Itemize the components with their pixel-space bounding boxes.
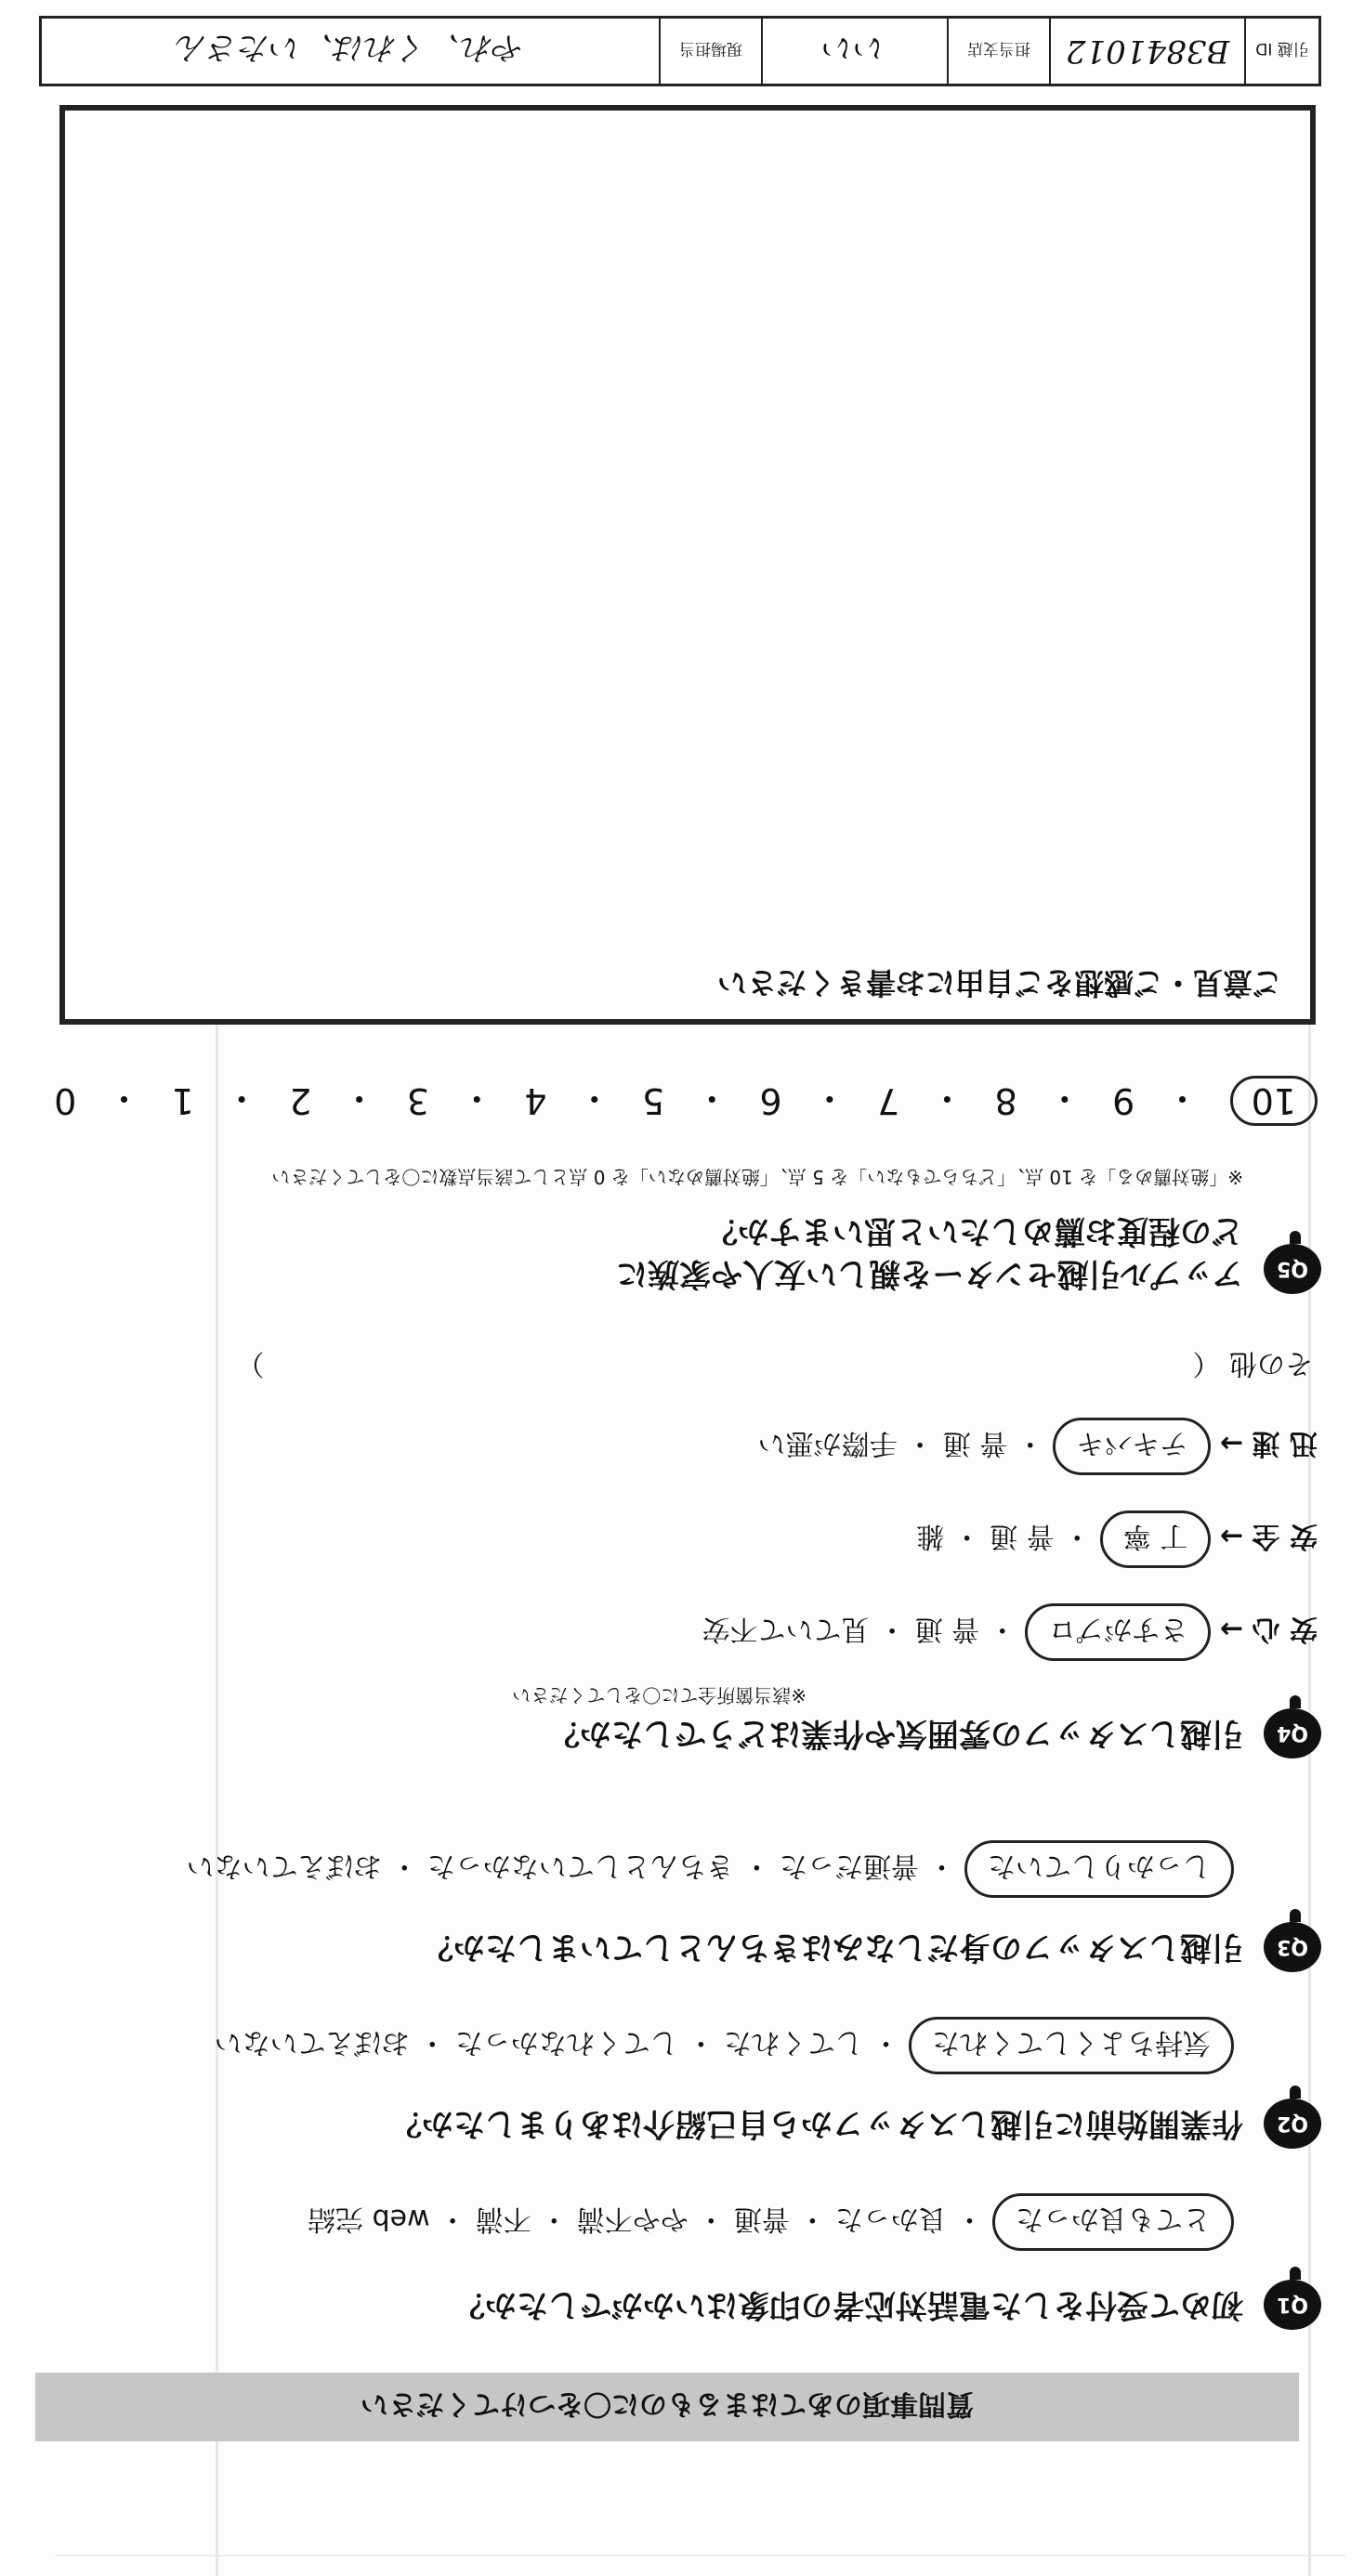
- q2-option[interactable]: おぼえていない: [214, 2026, 410, 2059]
- q4-row-speed: 迅 速 → テキパキ ・ 普 通 ・ 手際が悪い: [758, 1418, 1318, 1475]
- q2-badge: Q2: [1264, 2099, 1321, 2149]
- q5-score[interactable]: 9: [1112, 1080, 1135, 1122]
- q5-text-line1: アップル引越センターを親しい友人や家族に: [616, 1255, 1243, 1292]
- q3-badge: Q3: [1264, 1922, 1321, 1972]
- q5-badge: Q5: [1264, 1244, 1321, 1294]
- q4-row-safety: 安 全 → 丁 寧 ・ 普 通 ・ 雑: [916, 1510, 1318, 1568]
- q3-options: しっかりしていた ・ 普通だった ・ きちんとしていなかった ・ おぼえていない: [187, 1840, 1234, 1898]
- q5-score[interactable]: 3: [406, 1080, 429, 1122]
- q1-option[interactable]: やや不満: [576, 2203, 689, 2235]
- branch-value: いい: [761, 19, 947, 84]
- q4-option[interactable]: 見ていて不安: [702, 1613, 870, 1645]
- q4-option-selected[interactable]: テキパキ: [1053, 1418, 1211, 1475]
- manager-label: 現場担当: [659, 19, 761, 84]
- q5-score[interactable]: 0: [54, 1080, 77, 1122]
- arrow-right-icon: →: [1219, 1427, 1243, 1459]
- q1-text: 初めて受付をした電話対応者の印象はいかがでしたか？: [453, 2286, 1243, 2323]
- q1-option[interactable]: web 完結: [308, 2203, 430, 2235]
- q1-option[interactable]: 普通: [733, 2203, 790, 2235]
- q4-row-label: 安 全: [1252, 1520, 1318, 1552]
- q1-badge: Q1: [1264, 2280, 1321, 2330]
- q1-options: とても良かった ・ 良かった ・ 普通 ・ やや不満 ・ 不満 ・ web 完結: [308, 2193, 1234, 2251]
- q4-option[interactable]: 雑: [916, 1520, 945, 1552]
- q4-badge: Q4: [1264, 1708, 1321, 1759]
- q2-option[interactable]: してくれなかった: [454, 2026, 678, 2059]
- q5-score-scale: 10 ・ 9 ・ 8 ・ 7 ・ 6 ・ 5 ・ 4 ・ 3 ・ 2 ・ 1 ・ 0: [54, 1076, 1318, 1127]
- q5-score[interactable]: 2: [289, 1080, 312, 1122]
- q2-options: 気持ちよくしてくれた ・ してくれた ・ してくれなかった ・ おぼえていない: [215, 2017, 1234, 2074]
- q5-score[interactable]: 6: [759, 1080, 782, 1122]
- branch-label: 担当支店: [947, 19, 1049, 84]
- q3-text: 引越しスタッフの身だしなみはきちんとしていましたか？: [422, 1929, 1243, 1966]
- q4-note: ※該当箇所全てに〇をしてください: [512, 1684, 807, 1706]
- q3-option[interactable]: きちんとしていなかった: [426, 1850, 734, 1882]
- q4-text: 引越しスタッフの雰囲気や作業はどうでしたか？: [548, 1715, 1243, 1752]
- q4-row-relief: 安 心 → さすがプロ ・ 普 通 ・ 見ていて不安: [702, 1603, 1318, 1661]
- q2-option[interactable]: してくれた: [723, 2026, 863, 2059]
- q5-text-line2: どの程度お薦めしたいと思いますか？: [706, 1212, 1243, 1249]
- q4-other-open: （: [1192, 1347, 1221, 1380]
- q5-score[interactable]: 4: [524, 1080, 547, 1122]
- id-value: B3841012: [1049, 19, 1244, 84]
- q4-option[interactable]: 普 通: [914, 1613, 980, 1645]
- q5-score[interactable]: 8: [994, 1080, 1017, 1122]
- header-info-row: [39, 16, 1321, 86]
- instruction-banner: 質問事項のあてはまるものに〇をつけてください: [35, 2373, 1299, 2441]
- q5-note: ※「絶対薦める」を 10 点、「どちらでもない」を 5 点、「絶対薦めない」を 0 点として該当点数に〇をしてください: [271, 1166, 1243, 1188]
- comments-title: ご意見・ご感想をご自由にお書きください: [716, 965, 1282, 1000]
- arrow-right-icon: →: [1219, 1520, 1243, 1552]
- q3-option-selected[interactable]: しっかりしていた: [964, 1840, 1234, 1898]
- q4-option[interactable]: 普 通: [942, 1427, 1008, 1459]
- q1-option-selected[interactable]: とても良かった: [992, 2193, 1234, 2251]
- q4-option[interactable]: 手際が悪い: [757, 1427, 898, 1459]
- q4-other-row: [105, 1346, 1313, 1387]
- q3-option[interactable]: おぼえていない: [186, 1850, 382, 1882]
- q5-score[interactable]: 1: [171, 1080, 194, 1122]
- q5-score-selected[interactable]: 10: [1230, 1077, 1318, 1127]
- q2-text: 作業開始前に引越しスタッフから自己紹介はありましたか？: [390, 2105, 1243, 2142]
- q4-row-label: 安 心: [1252, 1613, 1318, 1645]
- q4-other-close: ）: [236, 1347, 265, 1380]
- comments-box[interactable]: [59, 105, 1316, 1025]
- id-label: 引越 ID: [1244, 19, 1318, 84]
- q4-other-label: その他: [1229, 1347, 1313, 1380]
- q4-option[interactable]: 普 通: [990, 1520, 1055, 1552]
- q4-row-label: 迅 速: [1252, 1427, 1318, 1459]
- q5-score[interactable]: 5: [641, 1080, 665, 1122]
- q1-option[interactable]: 良かった: [834, 2203, 947, 2235]
- q5-score[interactable]: 7: [877, 1080, 900, 1122]
- arrow-right-icon: →: [1219, 1613, 1243, 1645]
- q4-option-selected[interactable]: さすがプロ: [1025, 1603, 1211, 1661]
- q2-option-selected[interactable]: 気持ちよくしてくれた: [909, 2017, 1234, 2074]
- q1-option[interactable]: 不満: [475, 2203, 531, 2235]
- q4-option-selected[interactable]: 丁 寧: [1100, 1510, 1212, 1568]
- q3-option[interactable]: 普通だった: [779, 1850, 919, 1882]
- manager-value: やれ、くれは、いたさん: [175, 29, 526, 67]
